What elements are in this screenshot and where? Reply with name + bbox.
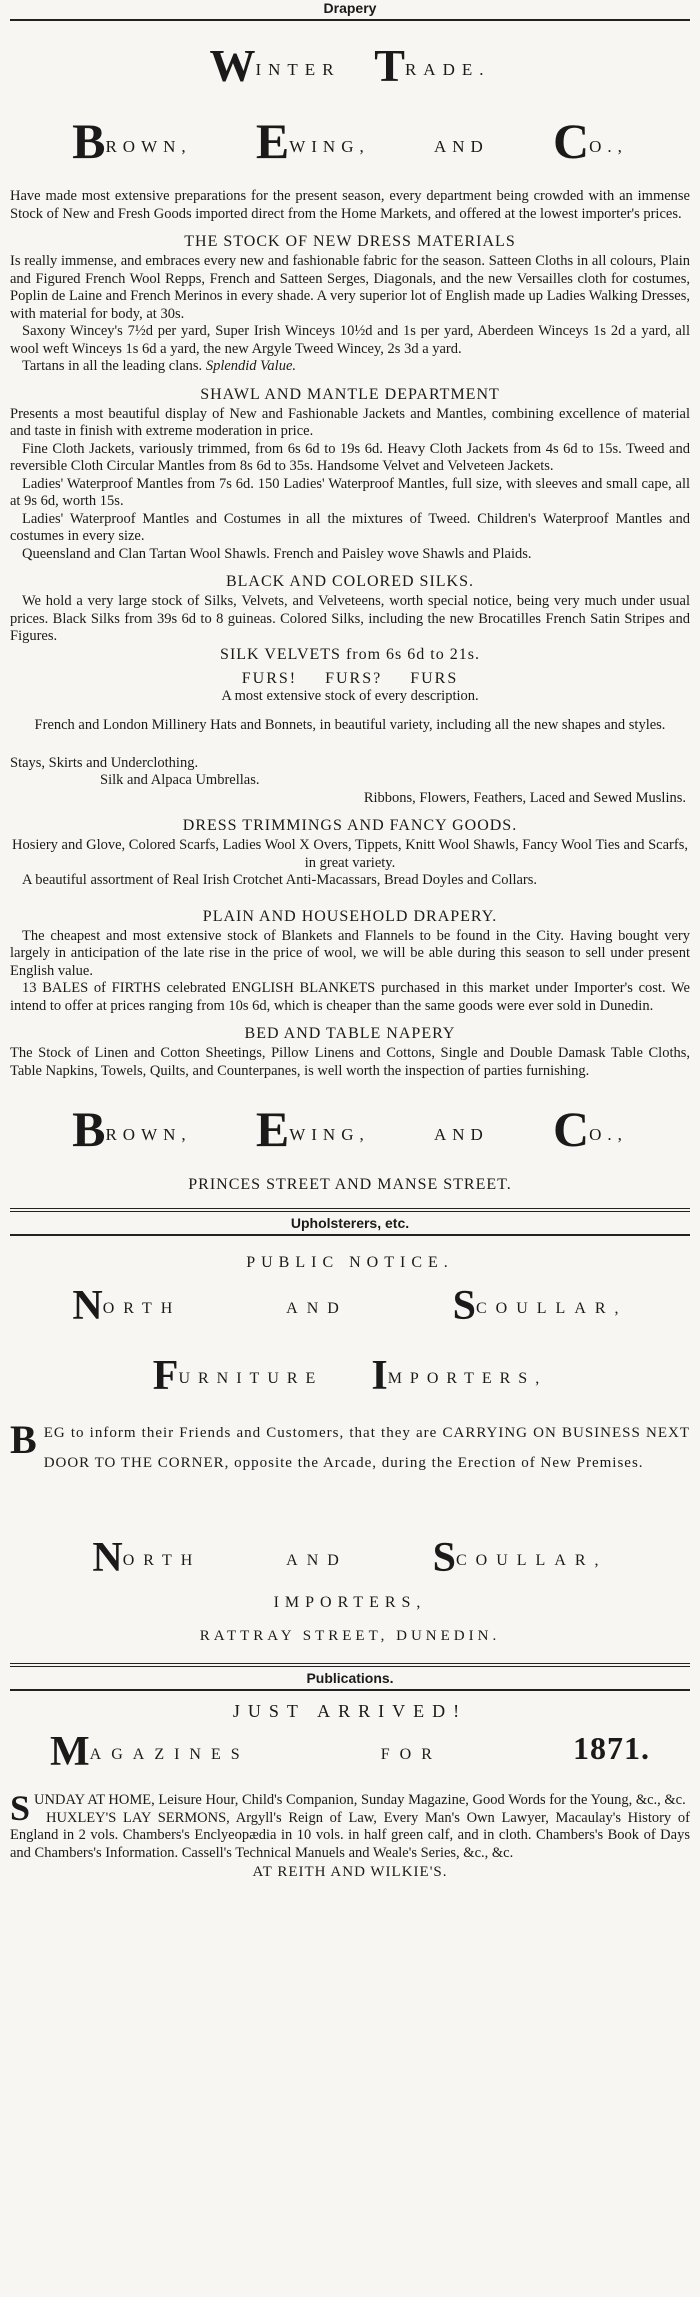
intro-paragraph: Have made most extensive preparations for the present season, every department being crowded with an immense Stock of New and Fresh Goods imported direct from the Home Markets, and offered at the lowest importer's prices. (10, 188, 690, 222)
furs-heading: FURS! FURS? FURS (241, 669, 459, 687)
silk-velvets: SILK VELVETS from 6s 6d to 21s. (220, 645, 480, 663)
furs-description: A most extensive stock of every description. (221, 687, 479, 704)
household-paragraph-1: The cheapest and most extensive stock of Blankets and Flannels to be found in the City. Having bought very largely in anticipation of the late rise in the price of wool, we will be able during this season to sell under present English value. (10, 927, 690, 979)
silks-heading: BLACK AND COLORED SILKS. (225, 573, 474, 590)
divider (10, 19, 690, 21)
shawl-paragraph-1: Presents a most beautiful display of New and Fashionable Jackets and Mantles, combining excellence of material and taste in finish with extreme moderation in price. (10, 405, 690, 439)
north-scoullar-name-2: NORTH AND SCOULLAR, (92, 1535, 608, 1581)
sunday-at-home-paragraph: SUNDAY AT HOME, Leisure Hour, Child's Companion, Sunday Magazine, Good Words for the Young, &c., &c. (10, 1788, 686, 1828)
trimmings-heading: DRESS TRIMMINGS AND FANCY GOODS. (182, 817, 518, 834)
millinery-paragraph: French and London Millinery Hats and Bonnets, in beautiful variety, including all the new shapes and styles. (34, 717, 666, 733)
shawl-paragraph-3: Ladies' Waterproof Mantles from 7s 6d. 150 Ladies' Waterproof Mantles, full size, with sleeves and small cape, all at 9s 6d, worth 15s. (10, 475, 690, 509)
firm-name-brown-ewing-2: BROWN, EWING, AND CO., (72, 1101, 628, 1157)
just-arrived-title: JUST ARRIVED! (232, 1701, 468, 1721)
shawl-paragraph-4: Ladies' Waterproof Mantles and Costumes in all the mixtures of Tweed. Children's Waterproof Mantles and costumes in every size. (10, 510, 690, 544)
reith-wilkie-line: AT REITH AND WILKIE'S. (252, 1864, 448, 1880)
dress-tartans: Tartans in all the leading clans. Splendid Value. (22, 358, 297, 374)
furniture-importers-title: FURNITURE IMPORTERS, (152, 1353, 548, 1399)
section-heading-publications: Publications. (306, 1670, 394, 1686)
umbrellas-line: Silk and Alpaca Umbrellas. (100, 772, 260, 788)
napery-paragraph: The Stock of Linen and Cotton Sheetings, Pillow Linens and Cottons, Single and Double Damask Table Cloths, Table Napkins, Towels, Quilts, and Counterpanes, is well worth the inspection of parties furnishing. (10, 1045, 690, 1079)
north-scoullar-name: NORTH AND SCOULLAR, (72, 1283, 628, 1329)
firm-name-brown-ewing: BROWN, EWING, AND CO., (72, 113, 628, 169)
divider (10, 1234, 690, 1236)
household-heading: PLAIN AND HOUSEHOLD DRAPERY. (202, 907, 498, 925)
divider (10, 1208, 690, 1212)
divider (10, 1663, 690, 1667)
ribbons-line: Ribbons, Flowers, Feathers, Laced and Sewed Muslins. (363, 789, 686, 806)
magazines-title: MAGAZINES FOR 1871. (50, 1729, 650, 1775)
shawl-heading: SHAWL AND MANTLE DEPARTMENT (200, 385, 500, 403)
napery-heading: BED AND TABLE NAPERY (244, 1025, 456, 1042)
shawl-paragraph-5: Queensland and Clan Tartan Wool Shawls. French and Paisley wove Shawls and Plaids. (22, 545, 532, 562)
silks-paragraph: We hold a very large stock of Silks, Velvets, and Velveteens, worth special notice, being very much under usual prices. Black Silks from 39s 6d to 8 guineas. Colored Silks, including the new Brocatilles French Satin Stripes and Figures. (10, 593, 690, 644)
section-heading-drapery: Drapery (323, 0, 377, 16)
dress-paragraph: Is really immense, and embraces every new and fashionable fabric for the season. Satteen Cloths in all colours, Plain and Figured French Wool Repps, French and Satteen Serges, Diagonals, and the new Versailles cloth for costumes, Poplin de Laine and French Merinos in every shade. A very superior lot of English made up Ladies Walking Dresses, with material for body, at 30s. (10, 253, 690, 322)
public-notice-title: PUBLIC NOTICE. (246, 1254, 454, 1271)
princes-street-address: PRINCES STREET AND MANSE STREET. (188, 1176, 512, 1193)
trimmings-paragraph-1: Hosiery and Glove, Colored Scarfs, Ladies Wool X Overs, Tippets, Knitt Wool Shawls, Fancy Wool Ties and Scarfs, in great variety. (12, 837, 688, 871)
rattray-street-address: RATTRAY STREET, DUNEDIN. (199, 1628, 501, 1644)
divider (10, 1689, 690, 1691)
shawl-paragraph-2: Fine Cloth Jackets, variously trimmed, from 6s 6d to 19s 6d. Heavy Cloth Jackets from 4s 6d to 15s. Tweed and reversible Cloth Circular Mantles from 8s 6d to 35s. Handsome Velvet and Velveteen Jackets. (10, 440, 690, 474)
stays-line: Stays, Skirts and Underclothing. (10, 754, 199, 771)
beg-to-inform-paragraph: BEG to inform their Friends and Customers, that they are CARRYING ON BUSINESS NEXT DOOR TO THE CORNER, opposite the Arcade, during the Erection of New Premises. (10, 1417, 690, 1471)
trimmings-paragraph-2: A beautiful assortment of Real Irish Crotchet Anti-Macassars, Bread Doyles and Collars. (22, 872, 538, 888)
dress-winceys: Saxony Wincey's 7½d per yard, Super Irish Winceys 10½d and 1s per yard, Aberdeen Winceys 1s 2d a yard, all wool weft Winceys 1s 6d a yard, the new Argyle Tweed Wincey, 2s 3d a yard. (10, 323, 690, 357)
household-paragraph-2: 13 BALES of FIRTHS celebrated ENGLISH BLANKETS purchased in this market under Importer's cost. We intend to offer at prices ranging from 10s 6d, which is cheaper than the same goods were ever sold in Dunedin. (10, 980, 690, 1014)
dress-heading: THE STOCK OF NEW DRESS MATERIALS (184, 233, 516, 250)
winter-trade-title: WINTER TRADE. (209, 40, 491, 91)
importers-line: IMPORTERS, (273, 1594, 427, 1611)
section-heading-upholsterers: Upholsterers, etc. (290, 1215, 410, 1231)
huxley-paragraph: HUXLEY'S LAY SERMONS, Argyll's Reign of Law, Every Man's Own Lawyer, Macaulay's History of England in 2 vols. Chambers's Enclyeopædia in 10 vols. in half green calf, and in cloth. Chambers's Book of Days and Chambers's Information. Cassell's Technical Manuels and Weale's Series, &c., &c. (10, 1809, 690, 1861)
